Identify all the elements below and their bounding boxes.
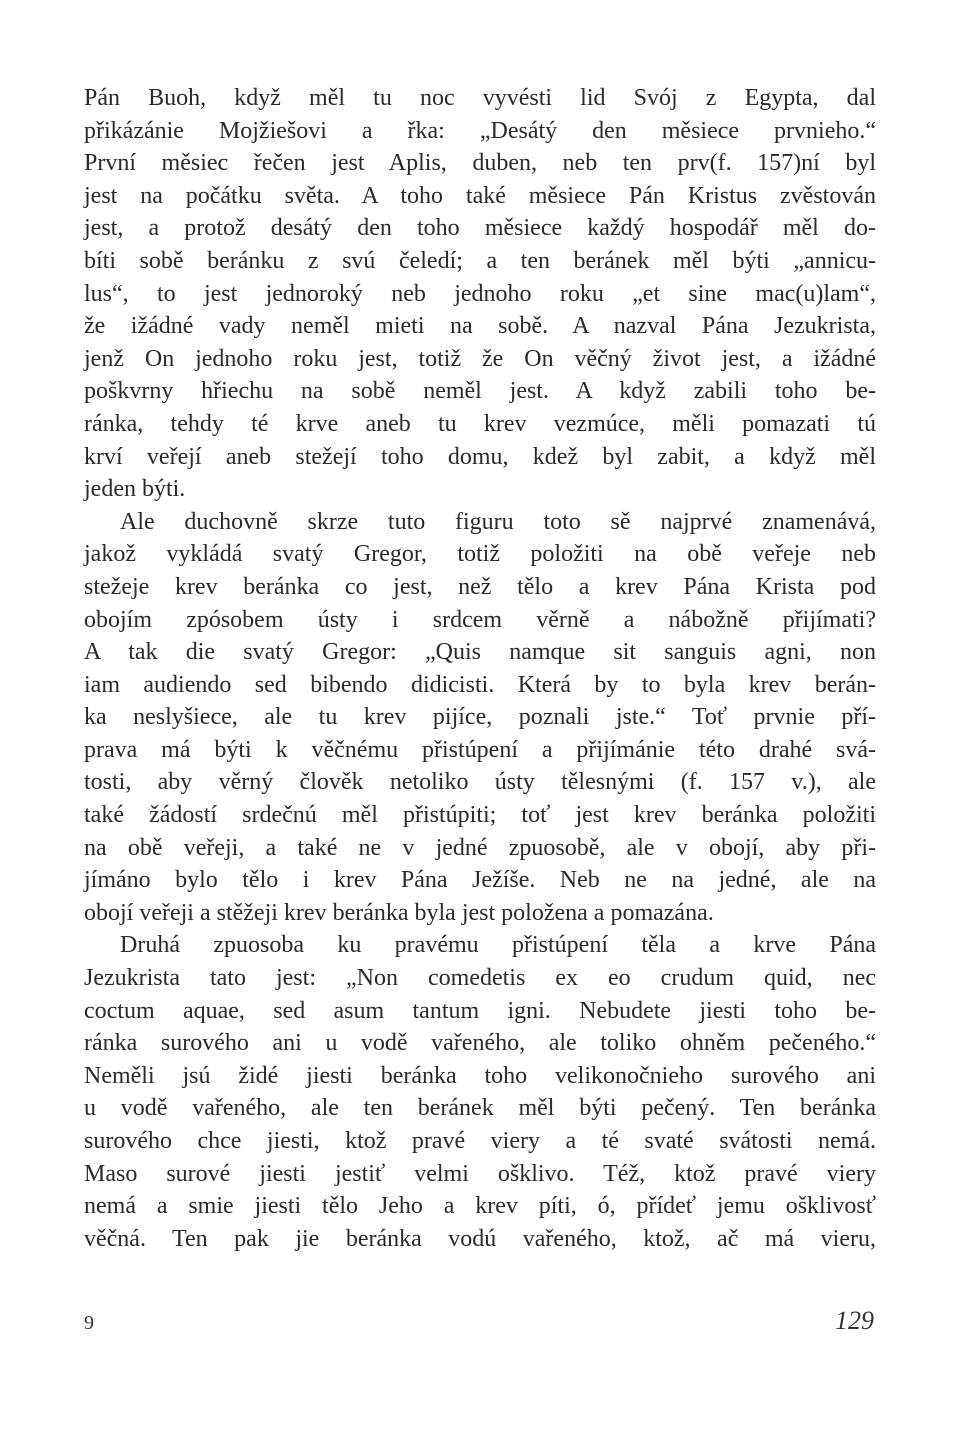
- text-line: iam audiendo sed bibendo didicisti. Která by to byla krev berán-: [84, 671, 876, 698]
- page-number: 129: [835, 1306, 874, 1335]
- text-line: stežeje krev beránka co jest, než tělo a krev Pána Krista pod: [84, 573, 876, 600]
- text-line: Jezukrista tato jest: „Non comedetis ex eo crudum quid, nec: [84, 965, 876, 992]
- text-line: nemá a smie jiesti tělo Jeho a krev píti, ó, přídeť jemu ošklivosť: [84, 1193, 876, 1220]
- text-line: že ižádné vady neměl mieti na sobě. A nazval Pána Jezukrista,: [84, 313, 876, 340]
- text-line: jakož vykládá svatý Gregor, totiž položiti na obě veřeje neb: [84, 541, 876, 568]
- text-line: jeden býti.: [84, 476, 186, 503]
- text-line: obojím zpósobem ústy i srdcem věrně a nábožně přijímati?: [84, 606, 876, 633]
- text-line: krví veřejí aneb stežejí toho domu, kdež byl zabit, a když měl: [84, 443, 876, 470]
- text-line: jest, a protož desátý den toho měsiece každý hospodář měl do-: [84, 215, 876, 242]
- text-line: ránka surového ani u vodě vařeného, ale toliko ohněm pečeného.“: [84, 1030, 876, 1057]
- text-line: Druhá zpuosoba ku pravému přistúpení těla a krve Pána: [120, 932, 876, 959]
- text-line: bíti sobě beránku z svú čeledí; a ten beránek měl býti „annicu-: [84, 247, 876, 274]
- text-line: surového chce jiesti, ktož pravé viery a té svaté svátosti nemá.: [84, 1128, 876, 1154]
- text-line: poškvrny hřiechu na sobě neměl jest. A když zabili toho be-: [84, 378, 876, 405]
- text-line: prava má býti k věčnému přistúpení a přijímánie této drahé svá-: [84, 736, 876, 763]
- body-text: [84, 82, 876, 1255]
- text-line: tosti, aby věrný člověk netoliko ústy tělesnými (f. 157 v.), ale: [84, 769, 876, 796]
- text-line: jímáno bylo tělo i krev Pána Ježíše. Neb ne na jedné, ale na: [84, 867, 876, 894]
- text-line: ka neslyšiece, ale tu krev pijíce, poznali jste.“ Toť prvnie pří-: [84, 704, 876, 731]
- text-line: Maso surové jiesti jestiť velmi ošklivo. Též, ktož pravé viery: [84, 1160, 876, 1187]
- text-line: přikázánie Mojžiešovi a řka: „Desátý den měsiece prvnieho.“: [84, 117, 876, 144]
- text-line: také žádostí srdečnú měl přistúpiti; toť jest krev beránka položiti: [84, 802, 876, 829]
- paragraph: [84, 506, 876, 930]
- text-line: u vodě vařeného, ale ten beránek měl býti pečený. Ten beránka: [84, 1095, 876, 1122]
- text-line: jenž On jednoho roku jest, totiž že On věčný život jest, a ižádné: [84, 345, 876, 372]
- text-line: věčná. Ten pak jie beránka vodú vařeného, ktož, ač má vieru,: [84, 1225, 876, 1252]
- paragraph: [84, 82, 876, 506]
- text-line: ránka, tehdy té krve aneb tu krev vezmúce, měli pomazati tú: [84, 410, 876, 437]
- text-line: Neměli jsú židé jiesti beránka toho velikonočnieho surového ani: [84, 1062, 876, 1089]
- text-line: A tak die svatý Gregor: „Quis namque sit sanguis agni, non: [84, 639, 876, 666]
- text-line: lus“, to jest jednoroký neb jednoho roku „et sine mac(u)lam“,: [84, 280, 876, 307]
- signature-mark: 9: [84, 1312, 94, 1334]
- text-line: jest na počátku světa. A toho také měsiece Pán Kristus zvěstován: [84, 182, 876, 209]
- paragraph: [84, 929, 876, 1255]
- text-line: Ale duchovně skrze tuto figuru toto sě najprvé znamenává,: [120, 508, 876, 535]
- text-line: obojí veřeji a stěžeji krev beránka byla jest položena a pomazána.: [84, 899, 714, 926]
- text-line: Pán Buoh, když měl tu noc vyvésti lid Svój z Egypta, dal: [84, 85, 876, 111]
- text-line: na obě veřeji, a také ne v jedné zpuosobě, ale v obojí, aby při-: [84, 834, 876, 861]
- text-line: coctum aquae, sed asum tantum igni. Nebudete jiesti toho be-: [84, 997, 876, 1024]
- text-line: První měsiec řečen jest Aplis, duben, neb ten prv(f. 157)ní byl: [84, 150, 876, 177]
